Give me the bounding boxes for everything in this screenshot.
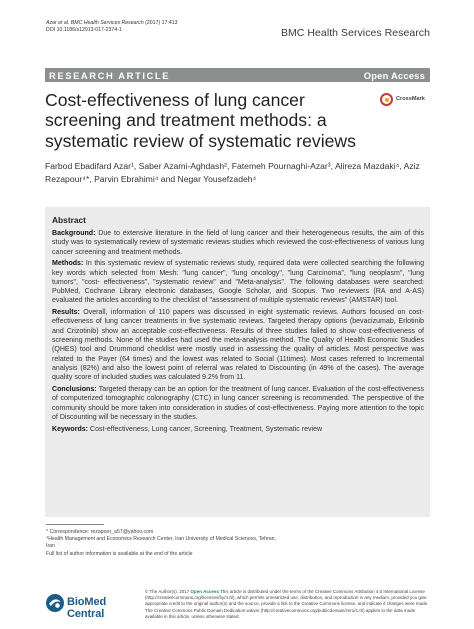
abstract-methods	[52, 259, 424, 305]
article-type-band	[45, 68, 430, 82]
abstract-box	[45, 207, 430, 517]
conclusions-text: Targeted therapy can be an option for the treatment of lung cancer. Evaluation of the cost-effectiveness of computerized tomographic colonography (CTC) in lung cancer screening is recommended. The perspective of the community should be more taken into consideration in studies of cost-effectiveness. Paying more attention to the topic of Discounting will be necessary in the studies.	[52, 385, 424, 421]
correspondence[interactable]: * Correspondence: rezapoor_a57@yahoo.com	[46, 529, 154, 535]
crossmark-icon	[380, 93, 393, 106]
abstract-heading: Abstract	[52, 215, 86, 225]
methods-label: Methods:	[52, 260, 84, 268]
biomed-central-icon	[45, 593, 65, 613]
citation-journal: Azar et al. BMC Health Services Research	[46, 20, 144, 26]
biomed-central-wordmark: BioMed Central	[67, 596, 107, 620]
crossmark-badge[interactable]	[380, 93, 434, 107]
abstract-keywords	[52, 425, 424, 434]
footnotes	[46, 524, 276, 558]
citation-volume: (2017) 17:413	[145, 20, 178, 26]
citation-header	[46, 20, 178, 35]
journal-name: BMC Health Services Research	[280, 27, 430, 39]
results-text: Overall, information of 110 papers was discussed in eight systematic reviews. Authors focused on cost-effectiveness of lung cancer treatments in five systematic reviews. Targeted therapy options (bevacizumab, Erlotinib and Crizotinib) show an acceptable cost-effectiveness. Results of three studies failed to show cost-effectiveness of screening methods. None of the studies had used the meta-analysis method. The Quality of Health Economic Studies (QHES) tool and Drummond checklist were mostly used in assessing the quality of articles. Most perspective was related to the Payer (64 times) and the lowest was related to Social (11times). Most cases referred to Incremental analysis (82%) and also the lowest point of referral was related to Discounting (in 49% of the cases). The average quality score of included studies was calculated 9.2% from 11.	[52, 309, 424, 382]
doi[interactable]: DOI 10.1186/s12913-017-2374-1	[46, 27, 122, 34]
keywords-text: Cost-effectiveness, Lung cancer, Screening, Treatment, Systematic review	[88, 425, 323, 433]
crossmark-label: CrossMark	[396, 96, 425, 102]
keywords-label: Keywords:	[52, 425, 89, 433]
open-access-label: Open Access	[363, 69, 425, 81]
abstract-results	[52, 308, 424, 382]
methods-text: In this systematic review of systematic reviews study, required data were collected searching the following key words which selected from Mesh: "lung cancer", "lung oncology", "lung Carcinoma", "lung neoplasm", "lung tumors", "cost- effectiveness", "systematic review" and "Meta-analysis". The following databases were searched: PubMed, Cochrane Library electronic databases, Google Scholar, and Scopus. Two reviewers (RA and A-AS) evaluated the articles according to the checklist of "assessment of multiple systematic reviews" (AMSTAR) tool.	[52, 260, 424, 305]
affiliation: ⁴Health Management and Economics Research Center, Iran University of Medical Sciences, Tehran, Iran	[46, 536, 276, 550]
abstract-background	[52, 229, 424, 257]
author-list: Farbod Ebadifard Azar¹, Saber Azami-Aghdash², Fatemeh Pournaghi-Azar³, Alireza Mazdaki⁴, Aziz Rezapour⁴*, Parvin Ebrahimi⁴ and Negar Yousefzadeh⁴	[45, 161, 420, 184]
results-label: Results:	[52, 309, 80, 317]
biomed-central-logo[interactable]	[45, 592, 135, 620]
conclusions-label: Conclusions:	[52, 385, 97, 393]
author-info-note: Full list of author information is available at the end of the article	[46, 550, 193, 557]
article-type: RESEARCH ARTICLE	[49, 69, 171, 81]
abstract-body	[52, 229, 424, 436]
background-label: Background:	[52, 230, 96, 237]
license-body: This article is distributed under the terms of the Creative Commons Attribution 4.0 International License (http://creativecommons.org/licenses/by/4.0/), which permits unrestricted use, distribution, and reproduction in any medium, provided you give appropriate credit to the original author(s) and the source, provide a link to the Creative Commons license, and indicate if changes were made. The Creative Commons Public Domain Dedication waiver (http://creativecommons.org/publicdomain/zero/1.0/) applies to the data made available in this article, unless otherwise stated.	[145, 589, 429, 619]
license-prefix: © The Author(s). 2017	[145, 589, 191, 594]
license-text	[145, 589, 433, 620]
abstract-conclusions	[52, 385, 424, 422]
article-title: Cost-effectiveness of lung cancer screening and treatment methods: a systematic review of systematic reviews	[45, 90, 356, 151]
license-open-access: Open Access	[190, 589, 219, 594]
background-text: Due to extensive literature in the field of lung cancer and their heterogeneous results, the aim of this study was to systematically review of systematic reviews studies which reviewed the cost-effectiveness of various lung cancer screening and treatment methods.	[52, 230, 424, 256]
footnote-divider	[46, 524, 104, 525]
